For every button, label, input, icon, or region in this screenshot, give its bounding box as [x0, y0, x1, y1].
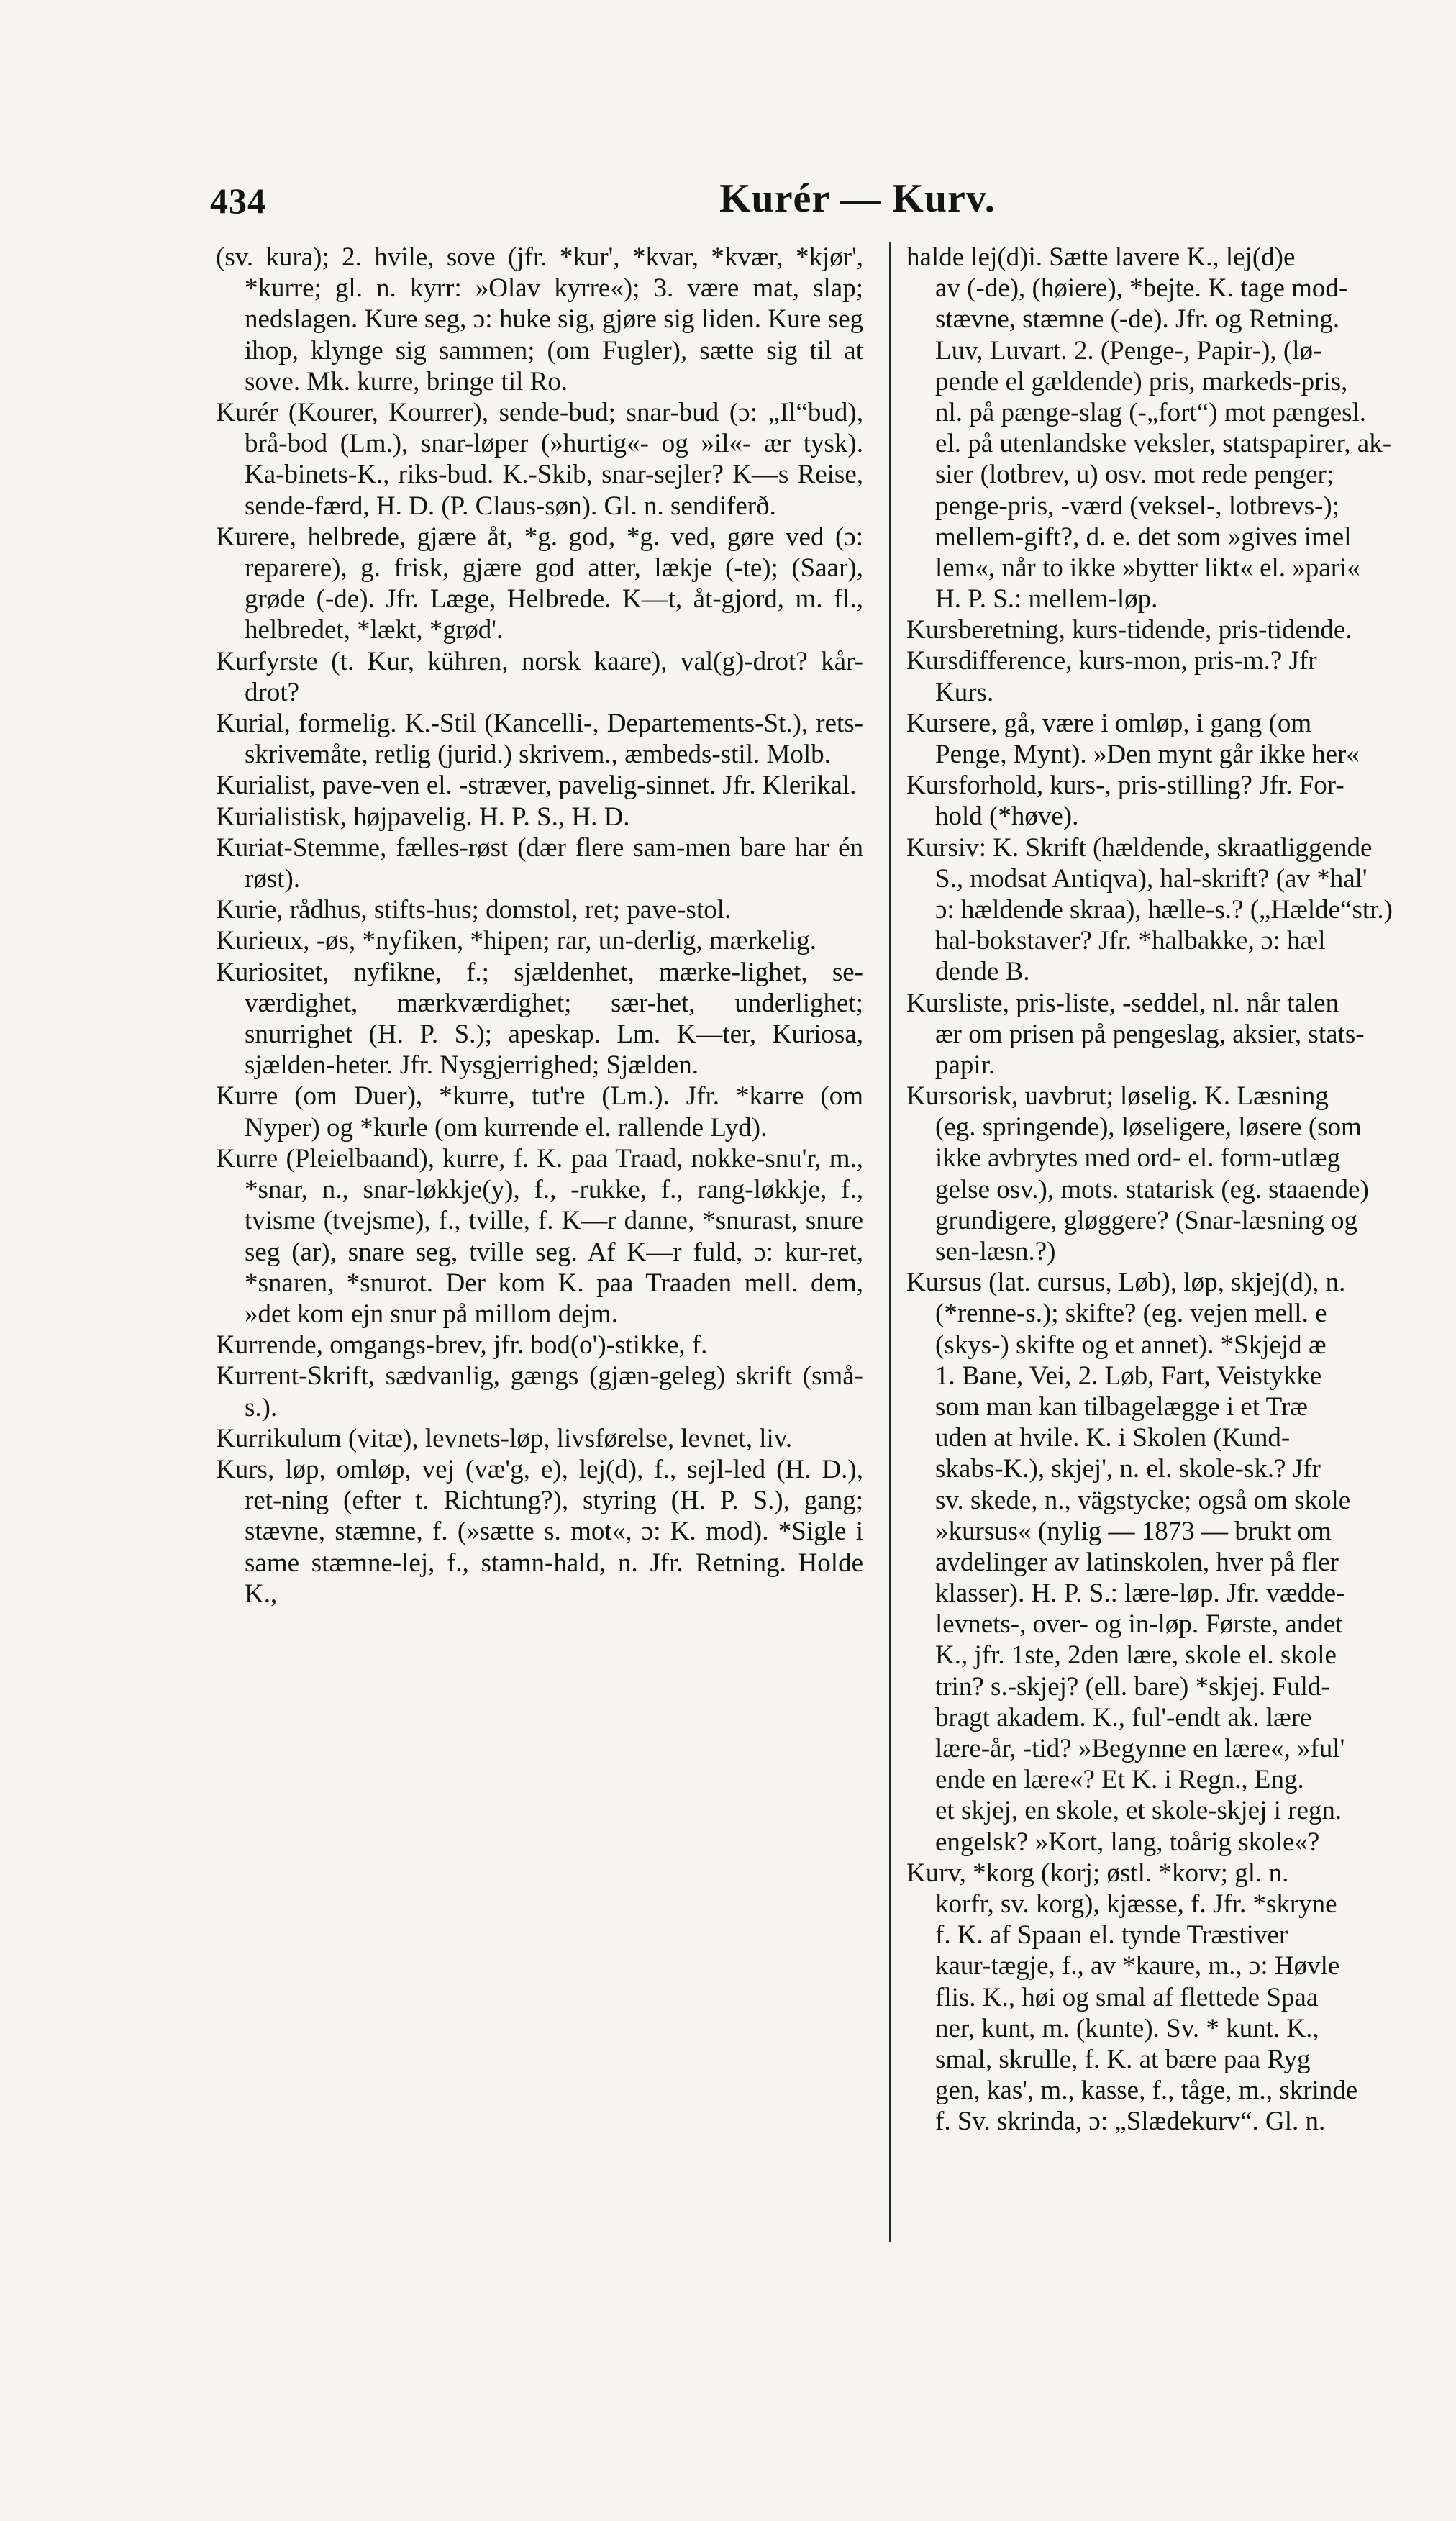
text-line: f. K. af Spaan el. tynde Træstiver	[935, 1920, 1288, 1950]
text-line: S., modsat Antiqva), hal-skrift? (av *hal'	[935, 863, 1368, 894]
text-line: kaur-tægje, f., av *kaure, m., ɔ: Høvle	[935, 1951, 1340, 1981]
dictionary-entry: Kurieux, -øs, *nyfiken, *hipen; rar, un-derlig, mærkelig.	[216, 926, 816, 956]
text-line: trin? s.-skjej? (ell. bare) *skjej. Fuld-	[935, 1671, 1330, 1702]
text-line: mellem-gift?, d. e. det som »gives imel	[935, 522, 1352, 552]
text-line: hal-bokstaver? Jfr. *halbakke, ɔ: hæl	[935, 926, 1326, 956]
dictionary-entry: Kurere, helbrede, gjære åt, *g. god, *g. ved, gøre ved (ɔ: reparere), g. frisk, gjære god atter, lækje (-te); (Saar), grøde (-de). Jfr. Læge, Helbrede. K—t, åt-gjord, m. fl., helbredet, *lækt, *grød'.	[216, 522, 863, 645]
text-line: gen, kas', m., kasse, f., tåge, m., skrinde	[935, 2076, 1358, 2106]
text-line: korfr, sv. korg), kjæsse, f. Jfr. *skryne	[935, 1889, 1337, 1919]
running-head: Kurér — Kurv.	[719, 176, 996, 221]
text-line: skabs-K.), skjej', n. el. skole-sk.? Jfr	[935, 1454, 1321, 1484]
text-line: grundigere, gløggere? (Snar-læsning og	[935, 1205, 1357, 1235]
text-line: lære-år, -tid? »Begynne en lære«, »ful'	[935, 1734, 1345, 1763]
text-line: Kursorisk, uavbrut; løselig. K. Læsning	[906, 1081, 1329, 1112]
text-line: Kursberetning, kurs-tidende, pris-tidende.	[906, 615, 1352, 645]
text-line: Kurv, *korg (korj; østl. *korv; gl. n.	[906, 1858, 1289, 1888]
text-line: avdelinger av latinskolen, hver på fler	[935, 1547, 1339, 1577]
dictionary-entry: Kurrent-Skrift, sædvanlig, gængs (gjæn-geleg) skrift (små-s.).	[216, 1361, 863, 1422]
text-line: Kursliste, pris-liste, -seddel, nl. når talen	[906, 988, 1339, 1018]
text-line: Kurs.	[935, 677, 994, 707]
text-line: uden at hvile. K. i Skolen (Kund-	[935, 1423, 1291, 1453]
text-line: penge-pris, -værd (veksel-, lotbrevs-);	[935, 491, 1340, 521]
text-line: sv. skede, n., vägstycke; også om skole	[935, 1485, 1351, 1515]
dictionary-entry: Kurialist, pave-ven el. -stræver, pavelig-sinnet. Jfr. Klerikal.	[216, 771, 857, 801]
text-line: gelse osv.), mots. statarisk (eg. staaende)	[935, 1174, 1369, 1204]
text-line: ende en lære«? Et K. i Regn., Eng.	[935, 1765, 1304, 1795]
page-header	[0, 0, 1456, 237]
text-line: som man kan tilbagelægge i et Træ	[935, 1391, 1308, 1422]
text-line: engelsk? »Kort, lang, toårig skole«?	[935, 1827, 1320, 1857]
text-line: »kursus« (nylig — 1873 — brukt om	[935, 1516, 1332, 1546]
text-line: Luv, Luvart. 2. (Penge-, Papir-), (lø-	[935, 335, 1322, 365]
text-line: ær om prisen på pengeslag, aksier, stats-	[935, 1019, 1365, 1049]
text-line: H. P. S.: mellem-løp.	[935, 584, 1158, 614]
dictionary-entry: Kurre (Pleielbaand), kurre, f. K. paa Traad, nokke-snu'r, m., *snar, n., snar-løkkje(y), f., -rukke, f., rang-løkkje, f., tvisme (tvejsme), f., tville, f. K—r danne, *snurast, snure seg (ar), snare seg, tville seg. Af K—r fuld, ɔ: kur-ret, *snaren, *snurot. Der kom K. paa Traaden mell. dem, »det kom ejn snur på millom dejm.	[216, 1143, 863, 1329]
text-line: sen-læsn.?)	[935, 1237, 1056, 1266]
text-line: (skys-) skifte og et annet). *Skjejd æ	[935, 1330, 1327, 1360]
text-line: levnets-, over- og in-løp. Første, andet	[935, 1609, 1343, 1640]
text-line: av (-de), (høiere), *bejte. K. tage mod-	[935, 273, 1348, 304]
text-line: dende B.	[935, 957, 1030, 987]
text-line: ɔ: hældende skraa), hælle-s.? („Hælde“str.)	[935, 894, 1393, 925]
dictionary-entry: Kuriositet, nyfikne, f.; sjældenhet, mærke-lighet, se-værdighet, mærkværdighet; sær-het, underlighet; snurrighet (H. P. S.); apeskap. Lm. K—ter, Kuriosa, sjælden-heter. Jfr. Nysgjerrighed; Sjælden.	[216, 957, 863, 1081]
text-line: pende el gældende) pris, markeds-pris,	[935, 366, 1348, 396]
dictionary-entry: Kurfyrste (t. Kur, kühren, norsk kaare), val(g)-drot? kår-drot?	[216, 646, 863, 707]
right-column	[906, 242, 1456, 2137]
text-line: papir.	[935, 1050, 996, 1080]
text-line: bragt akadem. K., ful'-endt ak. lære	[935, 1702, 1312, 1732]
text-line: 1. Bane, Vei, 2. Løb, Fart, Veistykke	[935, 1361, 1322, 1391]
text-line: et skjej, en skole, et skole-skjej i regn.	[935, 1796, 1342, 1826]
dictionary-entry: Kurrikulum (vitæ), levnets-løp, livsførelse, levnet, liv.	[216, 1423, 793, 1453]
dictionary-entry: Kurér (Kourer, Kourrer), sende-bud; snar-bud (ɔ: „Il“bud), brå-bod (Lm.), snar-løper (»hurtig«- og »il«- ær tysk). Ka-binets-K., riks-bud. K.-Skib, snar-sejler? K—s Reise, sende-færd, H. D. (P. Claus-søn). Gl. n. sendiferð.	[216, 398, 863, 521]
dictionary-entry: Kurre (om Duer), *kurre, tut're (Lm.). Jfr. *karre (om Nyper) og *kurle (om kurrende el. rallende Lyd).	[216, 1081, 863, 1143]
text-line: Kursdifference, kurs-mon, pris-m.? Jfr	[906, 646, 1317, 676]
text-line: stævne, stæmne (-de). Jfr. og Retning.	[935, 304, 1340, 335]
text-line: K., jfr. 1ste, 2den lære, skole el. skole	[935, 1640, 1337, 1671]
text-line: (eg. springende), løseligere, løsere (som	[935, 1112, 1362, 1143]
text-line: Kursiv: K. Skrift (hældende, skraatliggende	[906, 832, 1373, 863]
page-number: 434	[210, 181, 266, 221]
dictionary-entry: Kuriat-Stemme, fælles-røst (dær flere sam-men bare har én røst).	[216, 832, 863, 894]
text-line: klasser). H. P. S.: lære-løp. Jfr. vædde-	[935, 1579, 1345, 1609]
dictionary-entry: Kurs, løp, omløp, vej (væ'g, e), lej(d), f., sejl-led (H. D.), ret-ning (efter t. Richtung?), styring (H. P. S.), gang; stævne, stæmne, f. (»sætte s. mot«, ɔ: K. mod). *Sigle i same stæmne-lej, f., stamn-hald, n. Jfr. Retning. Holde K.,	[216, 1454, 863, 1609]
dictionary-entry: Kurial, formelig. K.-Stil (Kancelli-, Departements-St.), rets-skrivemåte, retlig (jurid.) skrivem., æmbeds-stil. Molb.	[216, 709, 863, 770]
text-line: lem«, når to ikke »bytter likt« el. »pari«	[935, 553, 1360, 583]
text-line: ner, kunt, m. (kunte). Sv. * kunt. K.,	[935, 2013, 1319, 2043]
dictionary-entry: Kurie, rådhus, stifts-hus; domstol, ret; pave-stol.	[216, 895, 732, 925]
text-line: halde lej(d)i. Sætte lavere K., lej(d)e	[906, 242, 1296, 272]
text-line: ikke avbrytes med ord- el. form-utlæg	[935, 1143, 1341, 1173]
dictionary-entry: Kurrende, omgangs-brev, jfr. bod(o')-stikke, f.	[216, 1330, 708, 1361]
text-line: (*renne-s.); skifte? (eg. vejen mell. e	[935, 1299, 1327, 1329]
text-line: smal, skrulle, f. K. at bære paa Ryg	[935, 2044, 1311, 2074]
column-divider	[889, 242, 891, 2242]
dictionary-entry: (sv. kura); 2. hvile, sove (jfr. *kur', *kvar, *kvær, *kjør', *kurre; gl. n. kyrr: »Olav kyrre«); 3. være mat, slap; nedslagen. Kure seg, ɔ: huke sig, gjøre sig liden. Kure seg ihop, klynge sig sammen; (om Fugler), sætte sig til at sove. Mk. kurre, bringe til Ro.	[216, 242, 863, 396]
dictionary-entry: Kurialistisk, højpavelig. H. P. S., H. D.	[216, 801, 630, 832]
text-line: Kursforhold, kurs-, pris-stilling? Jfr. For-	[906, 771, 1344, 801]
text-line: Kursus (lat. cursus, Løb), løp, skjej(d), n.	[906, 1268, 1346, 1298]
text-line: f. Sv. skrinda, ɔ: „Slædekurv“. Gl. n.	[935, 2107, 1326, 2137]
text-line: hold (*høve).	[935, 801, 1079, 832]
text-line: nl. på pænge-slag (-„fort“) mot pængesl.	[935, 397, 1367, 427]
text-line: Penge, Mynt). »Den mynt går ikke her«	[935, 740, 1360, 769]
text-line: flis. K., høi og smal af flettede Spaa	[935, 1982, 1319, 2012]
text-line: el. på utenlandske veksler, statspapirer, ak-	[935, 429, 1392, 459]
text-line: sier (lotbrev, u) osv. mot rede penger;	[935, 460, 1334, 490]
left-column	[216, 242, 863, 1609]
text-line: Kursere, gå, være i omløp, i gang (om	[906, 708, 1312, 738]
